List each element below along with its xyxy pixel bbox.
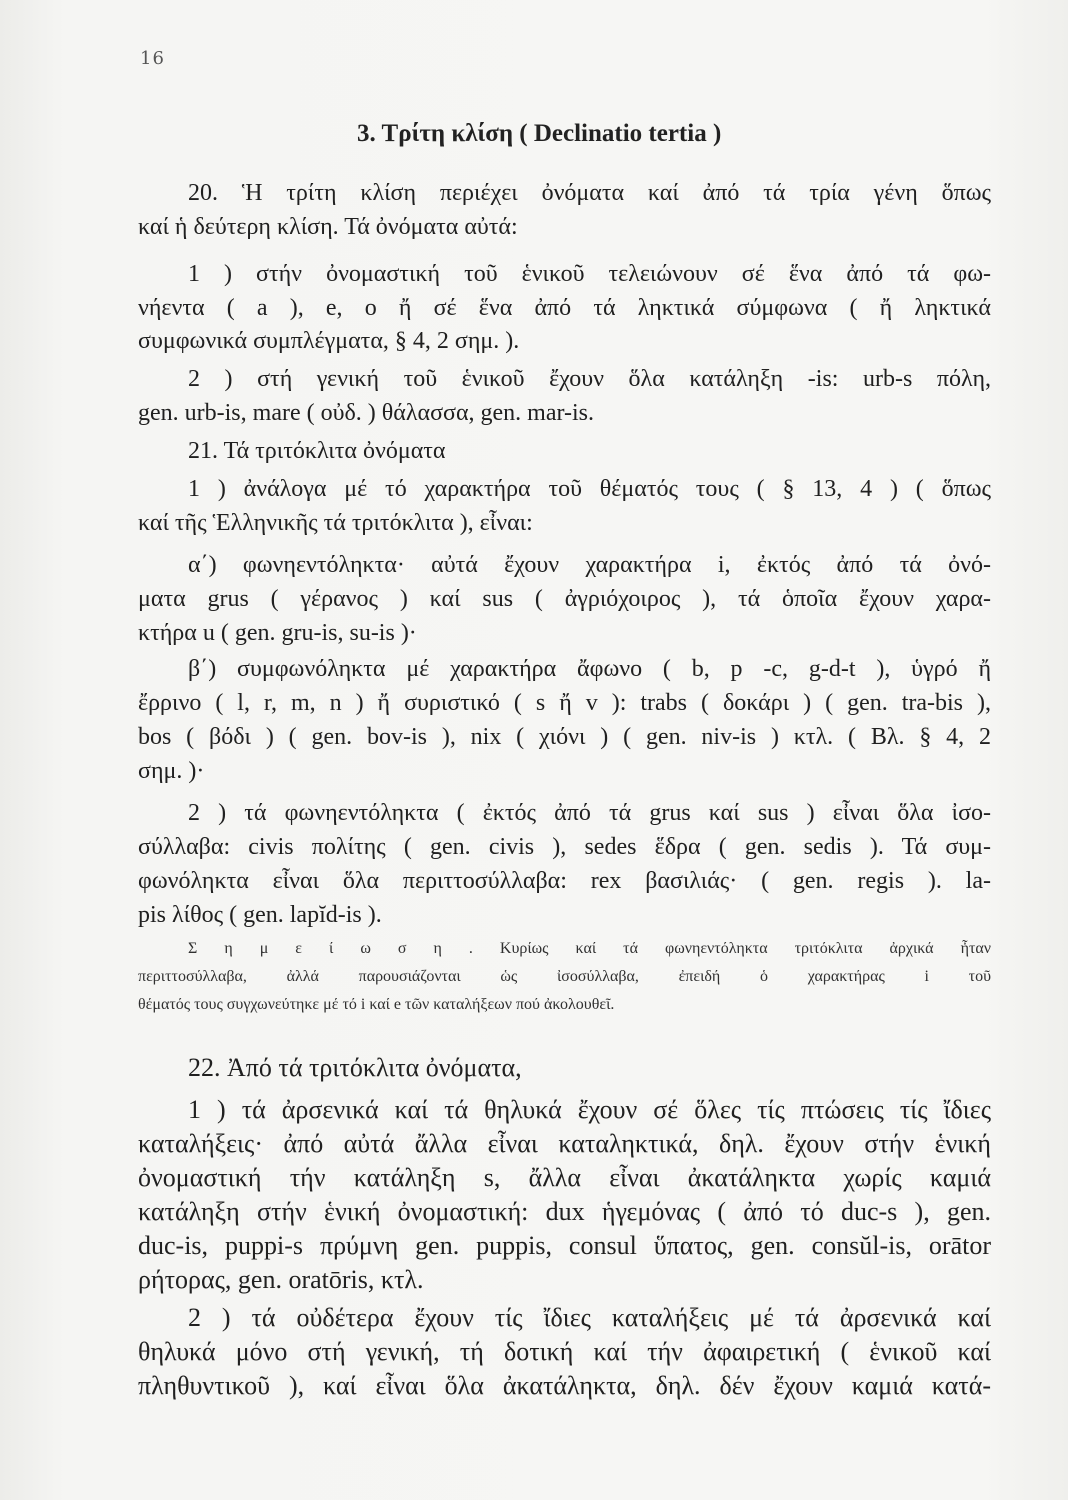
paragraph-21-line-7: ἔρρινο ( l, r, m, n ) ἤ συριστικό ( s ἤ v ): trabs ( δοκάρι ) ( gen. tra-bis ),: [138, 690, 991, 716]
paragraph-22-line-7: 2 ) τά οὐδέτερα ἔχουν τίς ἴδιες καταλήξεις μέ τά ἀρσενικά καί: [188, 1303, 991, 1332]
page-number: 16: [140, 48, 165, 69]
paragraph-22-line-6: ρήτορας, gen. oratōris, κτλ.: [138, 1265, 424, 1294]
paragraph-22-line-2: καταλήξεις· ἀπό αὐτά ἄλλα εἶναι καταληκτικά, δηλ. ἔχουν στήν ἑνική: [138, 1129, 991, 1158]
paragraph-21-line-11: σύλλαβα: civis πολίτης ( gen. civis ), sedes ἕδρα ( gen. sedis ). Τά συμ-: [138, 834, 991, 860]
paragraph-22-line-5: duc-is, puppi-s πρύμνη gen. puppis, consul ὕπατος, gen. consŭl-is, orātor: [138, 1231, 991, 1260]
paragraph-22-heading: 22. Ἀπό τά τριτόκλιτα ὀνόματα,: [188, 1053, 522, 1082]
paragraph-21-line-4: ματα grus ( γέρανος ) καί sus ( ἀγριόχοιρος ), τά ὁποῖα ἔχουν χαρα-: [138, 586, 991, 612]
paragraph-21-line-5: κτήρα u ( gen. gru-is, su-is )·: [138, 620, 417, 646]
paragraph-20-line-3: 1 ) στήν ὀνομαστική τοῦ ἑνικοῦ τελειώνουν σέ ἕνα ἀπό τά φω-: [188, 261, 991, 287]
paragraph-21-line-12: φωνόληκτα εἶναι ὅλα περιττοσύλλαβα: rex βασιλιάς· ( gen. regis ). la-: [138, 868, 991, 894]
paragraph-21-line-13: pis λίθος ( gen. lapĭd-is ).: [138, 902, 382, 928]
paragraph-21-line-8: bos ( βόδι ) ( gen. bov-is ), nix ( χιόνι ) ( gen. niv-is ) κτλ. ( Βλ. § 4, 2: [138, 724, 991, 750]
paragraph-22-line-4: κατάληξη στήν ἑνική ὀνομαστική: dux ἡγεμόνας ( ἀπό τό duc-s ), gen.: [138, 1197, 991, 1226]
paragraph-21-line-3: α΄) φωνηεντόληκτα· αὐτά ἔχουν χαρακτήρα i, ἐκτός ἀπό τά ὀνό-: [188, 552, 991, 578]
paragraph-21-line-10: 2 ) τά φωνηεντόληκτα ( ἐκτός ἀπό τά grus καί sus ) εἶναι ὅλα ἰσο-: [188, 800, 991, 826]
paragraph-22-line-8: θηλυκά μόνο στή γενική, τή δοτική καί τήν ἀφαιρετική ( ἑνικοῦ καί: [138, 1337, 991, 1366]
paragraph-20-line-1: 20. Ἡ τρίτη κλίση περιέχει ὀνόματα καί ἀπό τά τρία γένη ὅπως: [188, 180, 991, 206]
note-line-3: θέματός τους συγχωνεύτηκε μέ τό i καί e τῶν καταλήξεων πού ἀκολουθεῖ.: [138, 996, 615, 1013]
paragraph-20-line-2: καί ἡ δεύτερη κλίση. Τά ὀνόματα αὐτά:: [138, 214, 518, 240]
paragraph-21-line-6: β΄) συμφωνόληκτα μέ χαρακτήρα ἄφωνο ( b, p -c, g-d-t ), ὑγρό ἤ: [188, 656, 991, 682]
paragraph-20-line-6: 2 ) στή γενική τοῦ ἑνικοῦ ἔχουν ὅλα κατάληξη -is: urb-s πόλη,: [188, 366, 991, 392]
note-line-2: περιττοσύλλαβα, ἀλλά παρουσιάζονται ὡς ἰσοσύλλαβα, ἐπειδή ὁ χαρακτήρας i τοῦ: [138, 968, 991, 985]
paragraph-20-line-7: gen. urb-is, mare ( οὐδ. ) θάλασσα, gen. mar-is.: [138, 400, 594, 426]
paragraph-21-heading: 21. Τά τριτόκλιτα ὀνόματα: [188, 438, 446, 464]
paragraph-22-line-1: 1 ) τά ἀρσενικά καί τά θηλυκά ἔχουν σέ ὅλες τίς πτώσεις τίς ἴδιες: [188, 1095, 991, 1124]
paragraph-21-line-2: καί τῆς Ἑλληνικῆς τά τριτόκλιτα ), εἶναι:: [138, 510, 533, 536]
paragraph-21-line-9: σημ. )·: [138, 758, 205, 784]
section-heading: 3. Τρίτη κλίση ( Declinatio tertia ): [357, 120, 722, 147]
paragraph-22-line-3: ὀνομαστική τήν κατάληξη s, ἄλλα εἶναι ἀκατάληκτα χωρίς καμιά: [138, 1163, 991, 1192]
paragraph-21-line-1: 1 ) ἀνάλογα μέ τό χαρακτήρα τοῦ θέματός τους ( § 13, 4 ) ( ὅπως: [188, 476, 991, 502]
paragraph-20-line-5: συμφωνικά συμπλέγματα, § 4, 2 σημ. ).: [138, 328, 520, 354]
paragraph-22-line-9: πληθυντικοῦ ), καί εἶναι ὅλα ἀκατάληκτα, δηλ. δέν ἔχουν καμιά κατά-: [138, 1371, 991, 1400]
note-line-1: Σ η μ ε ί ω σ η . Κυρίως καί τά φωνηεντόληκτα τριτόκλιτα ἀρχικά ἦταν: [188, 940, 991, 957]
paragraph-20-line-4: νήεντα ( a ), e, o ἤ σέ ἕνα ἀπό τά ληκτικά σύμφωνα ( ἤ ληκτικά: [138, 295, 991, 321]
